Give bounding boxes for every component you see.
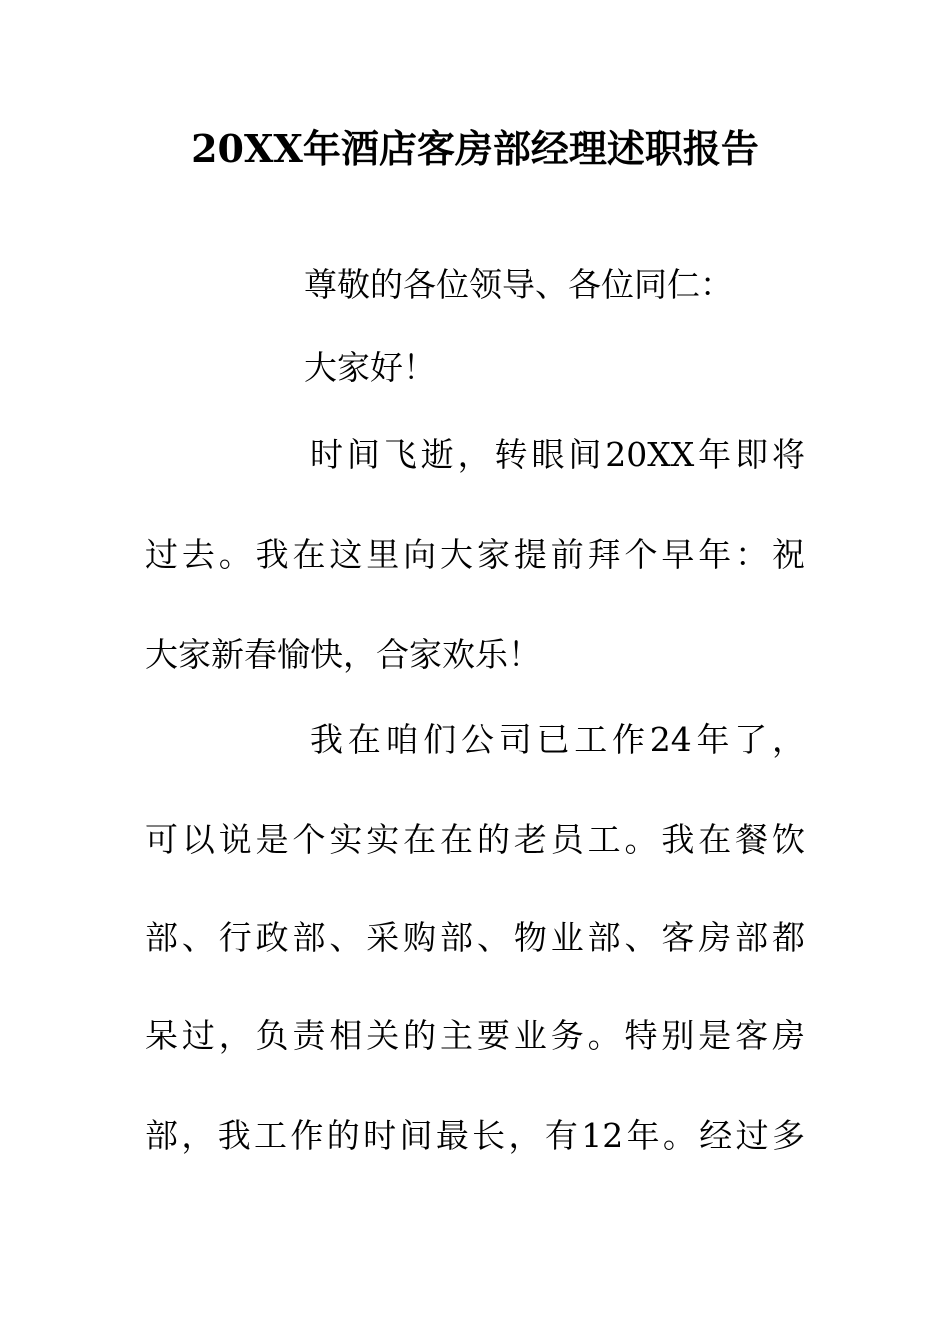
paragraph-line: 我在咱们公司已工作24年了，: [310, 720, 805, 759]
paragraph-line: 呆过，负责相关的主要业务。特别是客房: [145, 1016, 805, 1055]
greeting: 大家好！: [304, 348, 436, 387]
paragraph-line: 过去。我在这里向大家提前拜个早年：祝: [145, 535, 805, 574]
paragraph-line: 时间飞逝，转眼间20XX年即将: [310, 435, 805, 474]
document-title: 20XX年酒店客房部经理述职报告: [191, 126, 759, 171]
salutation: 尊敬的各位领导、各位同仁：: [304, 265, 733, 304]
paragraph-line: 部、行政部、采购部、物业部、客房部都: [145, 918, 805, 957]
paragraph-line: 部，我工作的时间最长，有12年。经过多: [145, 1116, 805, 1155]
paragraph-line: 大家新春愉快，合家欢乐！: [145, 635, 541, 674]
paragraph-line: 可以说是个实实在在的老员工。我在餐饮: [145, 820, 805, 859]
